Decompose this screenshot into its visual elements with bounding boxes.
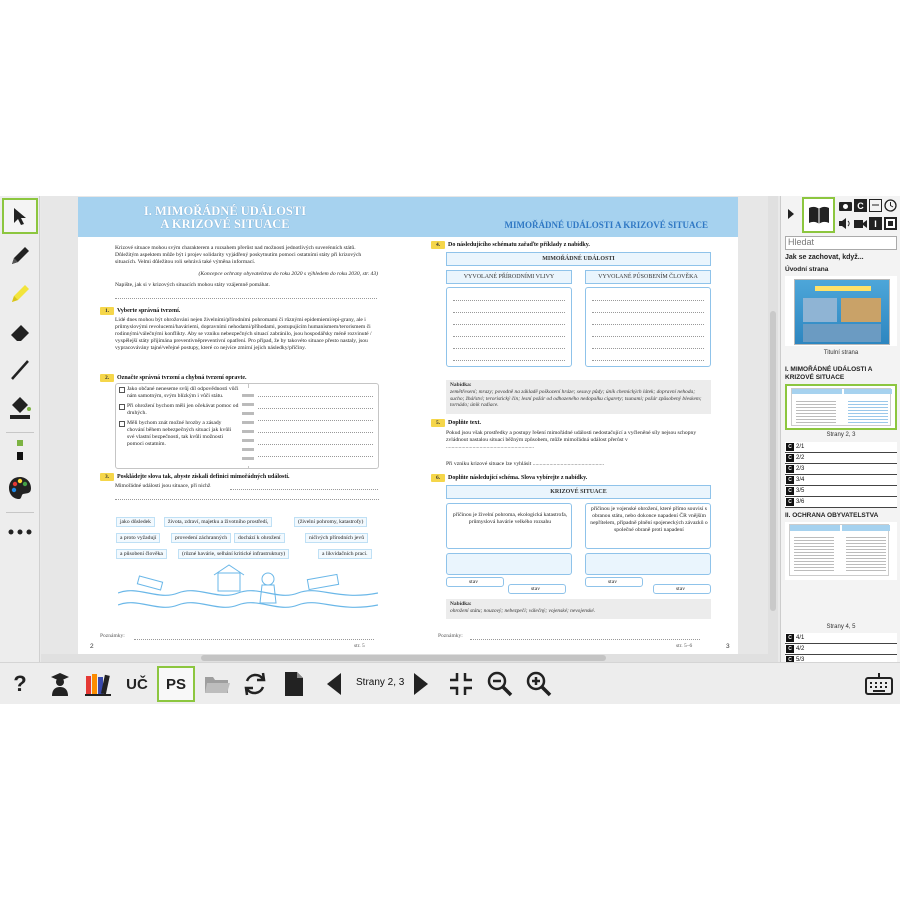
answer-line[interactable] bbox=[592, 324, 704, 325]
flood-illustration bbox=[118, 563, 378, 623]
task-title: Doplňte text. bbox=[448, 420, 481, 426]
rotate-icon[interactable] bbox=[239, 666, 271, 702]
thumbnail-caption: Strany 4, 5 bbox=[826, 624, 856, 630]
word-tag[interactable]: ničivých přírodních jevů bbox=[305, 533, 368, 543]
task-3-lead: Mimořádné události jsou situace, při nichž bbox=[115, 483, 211, 489]
toolbar-separator bbox=[6, 432, 34, 433]
task-title: Do následujícího schématu zařaďte příklady z nabídky. bbox=[448, 242, 590, 248]
interactive-content-icon[interactable] bbox=[853, 198, 867, 212]
citation: (Koncepce ochrany obyvatelstva do roku 2020 s výhledem do roku 2030, str. 43) bbox=[198, 271, 378, 277]
fit-page-icon[interactable] bbox=[445, 666, 477, 702]
search-input[interactable]: Hledat bbox=[785, 236, 897, 250]
task-2-heading bbox=[100, 374, 246, 382]
answer-line[interactable] bbox=[258, 456, 373, 457]
scheme-2-left-text: příčinou je živelní pohroma, ekologická katastrofa, průmyslová havárie velkého rozsahu bbox=[452, 512, 568, 525]
toc-item[interactable] bbox=[785, 442, 897, 453]
task-number: 5. bbox=[431, 419, 445, 427]
page-right bbox=[408, 197, 738, 654]
eraser-icon[interactable] bbox=[2, 314, 38, 350]
offer-box-1 bbox=[446, 380, 711, 414]
keyboard-icon[interactable] bbox=[862, 666, 896, 702]
toc-item-label: 2/2 bbox=[796, 455, 805, 461]
answer-line[interactable] bbox=[453, 312, 565, 313]
thumbnail-caption: Titulní strana bbox=[823, 350, 859, 356]
answer-line[interactable] bbox=[453, 300, 565, 301]
toc-thumbnail[interactable] bbox=[785, 276, 897, 346]
toc-item[interactable] bbox=[785, 633, 897, 644]
panel-toolbar bbox=[781, 196, 900, 236]
answer-line[interactable] bbox=[592, 336, 704, 337]
task-number: 1. bbox=[100, 307, 114, 315]
offer-text: ohrožení státu; nouzový; nebezpečí; válečný; vojenské; nevojenské. bbox=[450, 607, 596, 614]
state-label: stav bbox=[676, 586, 686, 592]
interactive-content-icon: C bbox=[786, 498, 794, 506]
task-number: 4. bbox=[431, 241, 445, 249]
word-tag[interactable]: života, zdraví, majetku a životního prostředí, bbox=[164, 517, 272, 527]
task-5-text: Pokud jsou však prostředky a postupy řešení mimořádné události nedostačující a vyčleněné síly nejsou schopny zvládnout nastalou situaci běžným způsobem, může mimořádná událost přerůst v ............................................................... bbox=[446, 430, 697, 450]
task-4-heading bbox=[431, 241, 590, 249]
interactive-content-icon: C bbox=[786, 656, 794, 662]
toolbar-separator bbox=[6, 512, 34, 513]
toc-item-label: 3/6 bbox=[796, 499, 805, 505]
scheme-1-title: MIMOŘÁDNÉ UDÁLOSTI bbox=[446, 252, 711, 266]
word-tag[interactable]: provedení záchranných bbox=[171, 533, 231, 543]
binder-rings-icon bbox=[242, 388, 254, 466]
task-2-box bbox=[115, 383, 379, 469]
task-6-heading bbox=[431, 474, 587, 482]
current-pages-label: Strany 2, 3 bbox=[356, 677, 405, 688]
task-title: Doplňte následující schéma. Slova vybírejte z nabídky. bbox=[448, 475, 588, 481]
answer-line[interactable] bbox=[258, 432, 373, 433]
camera-icon[interactable] bbox=[838, 198, 852, 212]
app-window bbox=[0, 196, 900, 704]
state-label: stav bbox=[608, 579, 618, 585]
interactive-content-icon: C bbox=[786, 487, 794, 495]
task-5-heading bbox=[431, 419, 481, 427]
folder-icon[interactable] bbox=[201, 666, 233, 702]
scheme-2-left-box bbox=[446, 503, 572, 549]
teacher-book-button[interactable]: UČ bbox=[126, 675, 148, 693]
scheme-2-title: KRIZOVÉ SITUACE bbox=[446, 485, 711, 499]
offer-text: zemětřesení; mrazy; povodně na základě poškození hráze; sesuvy půdy; únik chemických látek; dopravní nehoda; sucho; žháŕství; teroristický čin; lesní požár od odhozeného nedopalku cigarety; tsunami; požár způsobený bleskem; tornádo; únik radiace. bbox=[450, 388, 702, 409]
answer-line[interactable] bbox=[258, 444, 373, 445]
state-box[interactable] bbox=[653, 584, 711, 594]
statement-row bbox=[119, 420, 239, 448]
color-swatch-icon[interactable] bbox=[2, 436, 38, 466]
word-tag[interactable]: a proto vyžadují bbox=[116, 533, 160, 543]
toc-item[interactable] bbox=[785, 453, 897, 464]
teacher-icon[interactable] bbox=[44, 666, 76, 702]
state-label: stav bbox=[469, 579, 479, 585]
interactive-content-icon: C bbox=[786, 465, 794, 473]
scrollbar-thumb[interactable] bbox=[770, 311, 776, 611]
toc-item[interactable] bbox=[785, 486, 897, 497]
spread-thumbnail bbox=[791, 388, 891, 426]
toc-item-label: 2/1 bbox=[796, 444, 805, 450]
svg-text:C: C bbox=[856, 200, 864, 211]
spread-thumbnail bbox=[789, 524, 889, 576]
notes-label: Poznámky: bbox=[100, 633, 125, 639]
toc-item-label: 4/1 bbox=[796, 635, 805, 641]
intro-text: Krizové situace mohou svým charakterem a rozsahem přerůst nad možnosti jednotlivých suverénních států. Důležitým aspektem může být i projev solidarity vyjádřený poskytnutím pomoci ostatními státy při krizových situacích. Velmi důležitou roli sehrává také výměna informací. bbox=[115, 245, 362, 265]
clock-icon[interactable] bbox=[883, 198, 897, 212]
scrollbar-thumb[interactable] bbox=[201, 655, 606, 661]
statement-text: Měli bychom znát možné hrozby a zásady chování během nebezpečných situací jak kvůli své vlastní bezpečnosti, tak kvůli možnosti pomoci ostatním. bbox=[127, 420, 232, 447]
task-number: 6. bbox=[431, 474, 445, 482]
task-3-heading bbox=[100, 473, 290, 481]
scheme-2-right-box bbox=[585, 503, 711, 549]
scheme-1-right-box bbox=[585, 287, 711, 367]
statement-row bbox=[119, 403, 239, 417]
notes-line[interactable] bbox=[134, 639, 374, 640]
bottom-toolbar bbox=[0, 662, 900, 704]
answer-line[interactable] bbox=[230, 489, 378, 490]
scheme-1-left-box bbox=[446, 287, 572, 367]
toc-item-label: 3/5 bbox=[796, 488, 805, 494]
workbook-button[interactable]: PS bbox=[157, 666, 195, 702]
chapter-subtitle: MIMOŘÁDNÉ UDÁLOSTI A KRIZOVÉ SITUACE bbox=[504, 220, 708, 230]
toc-thumbnail[interactable] bbox=[785, 522, 897, 580]
statement-text: Jako občané neneseme svůj díl odpovědnosti vůči nám samotným, svým blízkým i vůči státu. bbox=[127, 386, 239, 399]
scheme-1-left-title: VYVOLANÉ PŘÍRODNÍMI VLIVY bbox=[446, 270, 572, 284]
more-icon[interactable] bbox=[2, 514, 38, 550]
horizontal-scrollbar[interactable] bbox=[41, 654, 778, 662]
task-1-heading bbox=[100, 307, 180, 315]
offer-box-2 bbox=[446, 599, 711, 619]
toc-item[interactable] bbox=[785, 464, 897, 475]
section-hint: Jak se zachovat, když... bbox=[785, 254, 864, 261]
page-left bbox=[78, 197, 408, 654]
task-number: 2. bbox=[100, 374, 114, 382]
answer-line[interactable] bbox=[453, 336, 565, 337]
answer-line[interactable] bbox=[258, 396, 373, 397]
gallery-icon[interactable] bbox=[883, 216, 897, 230]
answer-line[interactable] bbox=[592, 348, 704, 349]
next-page-icon[interactable] bbox=[405, 666, 437, 702]
answer-line[interactable] bbox=[115, 298, 377, 299]
toc-item[interactable] bbox=[785, 655, 897, 662]
toc-section-title[interactable]: I. MIMOŘÁDNÉ UDÁLOSTI A KRIZOVÉ SITUACE bbox=[785, 366, 873, 381]
word-tag[interactable]: dochází k ohrožení bbox=[234, 533, 285, 543]
task-title: Poskládejte slova tak, abyste získali definici mimořádných událostí. bbox=[117, 474, 290, 480]
page-number: 2 bbox=[90, 643, 94, 650]
pointer-icon[interactable] bbox=[2, 198, 38, 234]
document-icon[interactable] bbox=[278, 666, 310, 702]
zoom-in-icon[interactable] bbox=[523, 666, 555, 702]
palette-icon[interactable] bbox=[2, 470, 38, 506]
notes-label: Poznámky: bbox=[438, 633, 463, 639]
page-reference: str. 5 bbox=[354, 643, 365, 649]
library-icon[interactable] bbox=[82, 666, 114, 702]
offer-label: Nabídka: bbox=[450, 601, 472, 607]
answer-line[interactable] bbox=[258, 408, 373, 409]
toc-section-title[interactable]: Úvodní strana bbox=[785, 266, 829, 273]
exercise-icon[interactable] bbox=[868, 216, 882, 230]
task-1-text: Lidé dnes mohou být ohrožováni nejen živelními/přírodními pohromami či různými epidemiemi/epi-grany, ale i průmyslovými revolucemi/haváriemi, dopravními nehodami/příhodami, postupujícím humanismem/terorismem či rodinnými/válečnými konflikty. Aby se vzniku nebezpečných situací zabránilo, jsou hospodářsky méně rozvinuté / vyspělejší státy přijímána preventivněpreventivní opatření. Pro případ, že by takovéto situace přesto nastaly, jsou vypracovávány tajné/veřejné postupy, které co nejvíce zmírní jejich následky/příčiny. bbox=[115, 317, 372, 351]
task-5-line-2: Při vzniku krizové situace lze vyhlásit ................................................... bbox=[446, 461, 604, 467]
pen-icon[interactable] bbox=[2, 238, 38, 274]
svg-text:I: I bbox=[873, 218, 877, 229]
toc-section-title[interactable]: II. OCHRANA OBYVATELSTVA bbox=[785, 512, 879, 519]
checkbox[interactable] bbox=[119, 387, 125, 393]
statement-text: Při ohrožení bychom měli jen očekávat pomoc od druhých. bbox=[127, 403, 239, 416]
state-label: stav bbox=[531, 586, 541, 592]
chapter-header bbox=[408, 197, 738, 237]
answer-line[interactable] bbox=[453, 348, 565, 349]
toc-item-label: 4/2 bbox=[796, 646, 805, 652]
task-number: 3. bbox=[100, 473, 114, 481]
cover-thumbnail bbox=[794, 279, 890, 345]
scheme-2-right-text: příčinou je vojenské ohrožení, které přímo souvisí s obranou státu, nebo dokonce napadení ČR vnějším nepřítelem, případně plnění spojeneckých závazků o společné obraně proti napadení bbox=[590, 506, 708, 533]
offer-label: Nabídka: bbox=[450, 382, 472, 388]
help-button[interactable]: ? bbox=[13, 671, 27, 696]
interactive-content-icon: C bbox=[786, 634, 794, 642]
toc-item-label: 5/3 bbox=[796, 657, 805, 662]
answer-line[interactable] bbox=[592, 360, 704, 361]
word-tag[interactable]: jako důsledek bbox=[116, 517, 155, 527]
state-box[interactable] bbox=[508, 584, 566, 594]
thumbnail-caption: Strany 2, 3 bbox=[826, 432, 856, 438]
vertical-scrollbar[interactable] bbox=[768, 196, 778, 654]
word-tag[interactable]: a působení člověka bbox=[116, 549, 167, 559]
answer-line[interactable] bbox=[453, 324, 565, 325]
book-icon[interactable] bbox=[802, 197, 835, 233]
statement-row bbox=[119, 386, 239, 400]
answer-line[interactable] bbox=[453, 360, 565, 361]
right-panel bbox=[780, 196, 900, 662]
checkbox[interactable] bbox=[119, 404, 125, 410]
task-title: Vyberte správná tvrzení. bbox=[117, 308, 181, 314]
answer-line[interactable] bbox=[115, 499, 379, 500]
answer-line[interactable] bbox=[592, 312, 704, 313]
answer-line[interactable] bbox=[258, 420, 373, 421]
word-tag[interactable]: a likvidačních prací. bbox=[318, 549, 372, 559]
left-toolbar bbox=[0, 196, 40, 662]
word-tag[interactable]: (živelní pohromy, katastrofy) bbox=[294, 517, 367, 527]
toc-item[interactable] bbox=[785, 497, 897, 508]
scheme-1-right-title: VYVOLANÉ PŮSOBENÍM ČLOVĚKA bbox=[585, 270, 711, 284]
toc-item-label: 3/4 bbox=[796, 477, 805, 483]
notes-line[interactable] bbox=[470, 639, 700, 640]
state-box[interactable] bbox=[585, 577, 643, 587]
document-viewer[interactable] bbox=[41, 196, 778, 654]
toc-thumbnail-selected[interactable] bbox=[785, 384, 897, 430]
fill-icon[interactable] bbox=[2, 390, 38, 426]
checkbox[interactable] bbox=[119, 421, 125, 427]
chapter-header bbox=[78, 197, 408, 237]
interactive-content-icon: C bbox=[786, 476, 794, 484]
previous-page-icon[interactable] bbox=[318, 666, 350, 702]
video-icon[interactable] bbox=[853, 216, 867, 230]
interactive-content-icon: C bbox=[786, 454, 794, 462]
answer-line[interactable] bbox=[592, 300, 704, 301]
chapter-title: I. MIMOŘÁDNÉ UDÁLOSTI A KRIZOVÉ SITUACE bbox=[143, 204, 307, 231]
interactive-content-icon: C bbox=[786, 443, 794, 451]
highlighter-icon[interactable] bbox=[2, 276, 38, 312]
zoom-out-icon[interactable] bbox=[484, 666, 516, 702]
interactive-content-icon: C bbox=[786, 645, 794, 653]
page-number: 3 bbox=[726, 643, 730, 650]
task-title: Označte správná tvrzení a chybná tvrzení opravte. bbox=[117, 375, 247, 381]
word-tag[interactable]: (různé havárie, selhání kritické infrastruktury) bbox=[178, 549, 289, 559]
scheme-2-left-answer[interactable] bbox=[446, 553, 572, 575]
question-text: Napište, jak si v krizových situacích mohou státy vzájemně pomáhat. bbox=[115, 282, 270, 288]
toc-item[interactable] bbox=[785, 644, 897, 655]
page-reference: str. 5–6 bbox=[676, 643, 693, 649]
scheme-2-right-answer[interactable] bbox=[585, 553, 711, 575]
audio-icon[interactable] bbox=[838, 216, 852, 230]
state-box[interactable] bbox=[446, 577, 504, 587]
toc-item[interactable] bbox=[785, 475, 897, 486]
toc-item-label: 2/3 bbox=[796, 466, 805, 472]
line-icon[interactable] bbox=[2, 352, 38, 388]
collapse-arrow-icon[interactable] bbox=[785, 208, 797, 220]
link-window-icon[interactable] bbox=[868, 198, 882, 212]
